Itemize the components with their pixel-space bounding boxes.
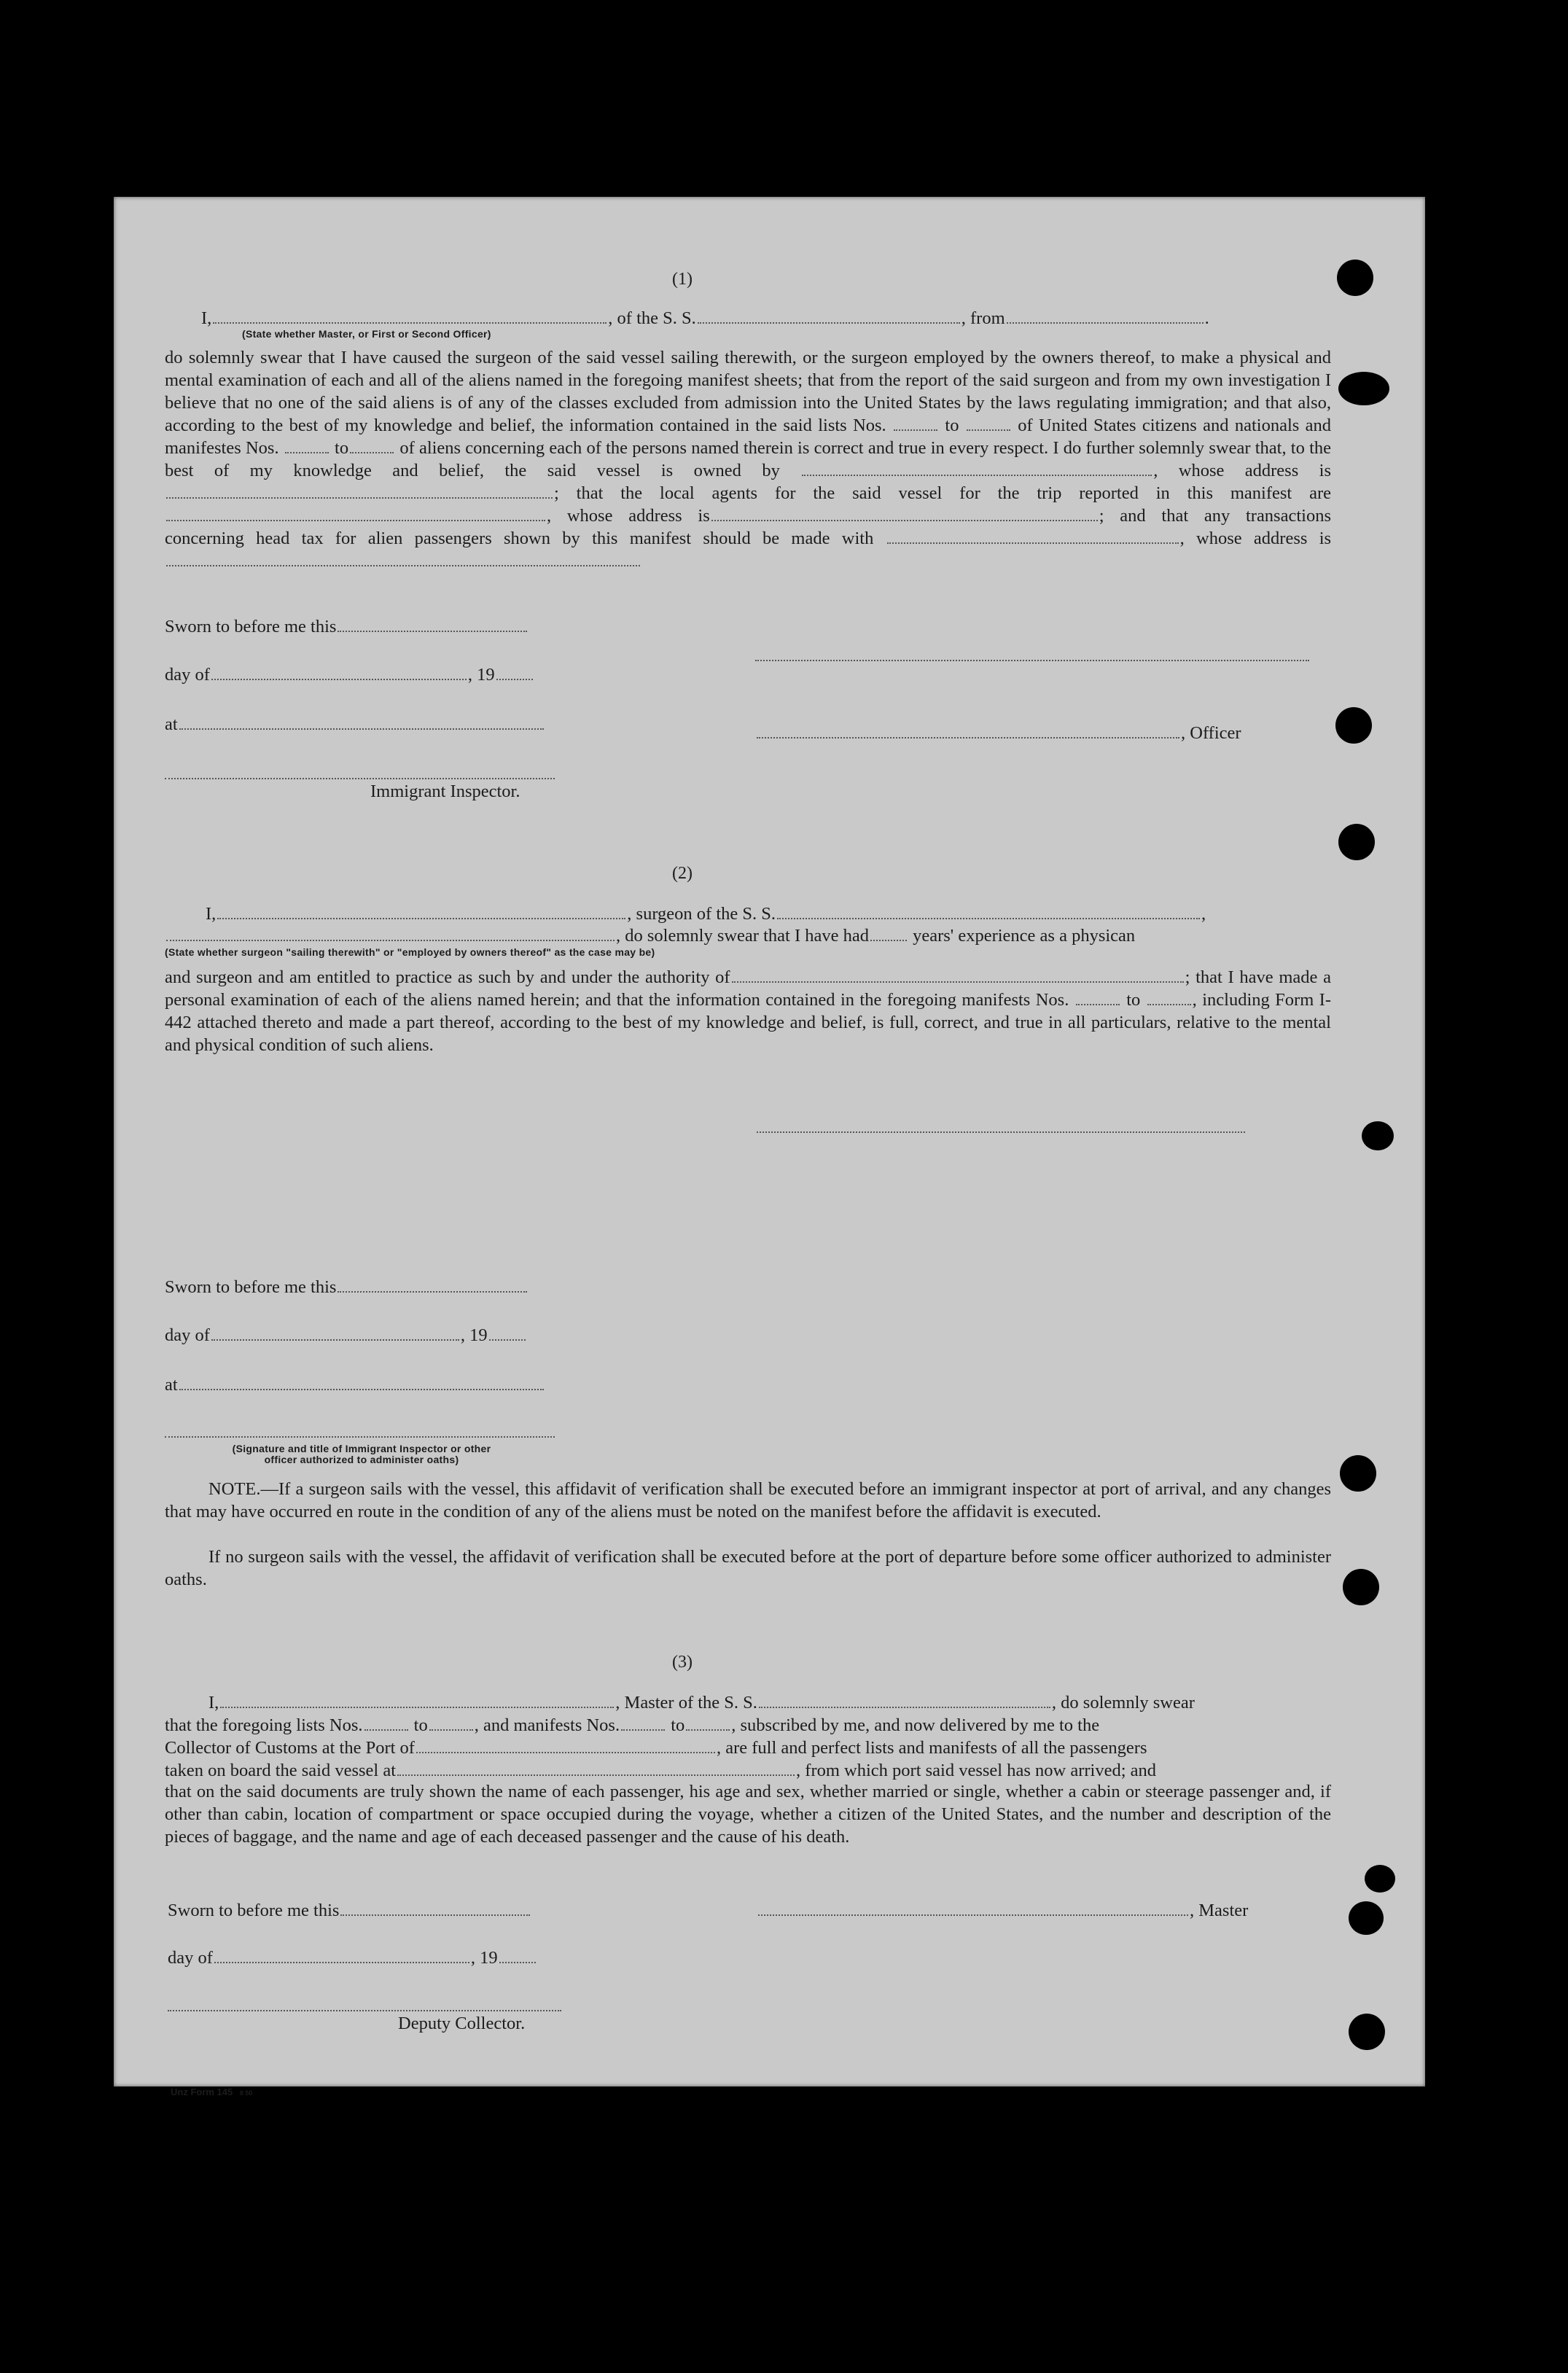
text-period: . [1204,308,1209,328]
section-1-day-line [165,665,534,685]
section-1-body [165,346,1331,572]
vessel-name-blank[interactable] [759,1707,1050,1708]
section-3-body: that on the said documents are truly shown the name of each passenger, his age and sex, whether married or single, whether a cabin or steerage passenger and, if other than cabin, location of compartment or space occupied during the voyage, whether a citizen of the United States, and the number and description of the pieces of baggage, and the name and age of each deceased passenger and the cause of his death. [165,1782,1331,1847]
section-3-third-line [165,1738,1147,1758]
master-text: , Master [1190,1901,1249,1920]
section-1-at-line [165,714,545,735]
text-i: I, [201,308,212,328]
text-of-ss: , of the S. S. [608,308,696,328]
text-full-perfect-lists: , are full and perfect lists and manifests of all the passengers [716,1738,1147,1758]
text-to: to [671,1715,685,1735]
form-footer [171,2086,252,2097]
text-do-solemnly-swear: , do solemnly swear [1051,1693,1195,1712]
inspector-signature-line[interactable] [165,778,555,779]
officer-name-blank[interactable] [213,322,606,324]
section-2-sworn-line [165,1277,528,1298]
section-2-second-line [165,926,1135,946]
text-to: to [945,416,959,435]
text-whose-address: , whose address is [547,506,710,526]
binder-hole [1340,1455,1376,1492]
text-to: to [413,1715,428,1735]
local-agents-blank[interactable] [166,520,545,521]
manifests-to-blank[interactable] [686,1729,730,1731]
lists-to-blank[interactable] [429,1729,473,1731]
text-master-of-ss: , Master of the S. S. [615,1693,757,1712]
text-from: , from [961,308,1005,328]
body-part-c: , including Form I-442 attached thereto and made a part thereof, according to the best of my knowledge and belief, is full, correct, and true in all particulars, relative to the mental and physical condition of such aliens. [165,990,1331,1055]
at-text: at [165,714,178,734]
manifest-to-blank[interactable] [1147,1004,1191,1005]
manifest-verification-form [114,197,1425,2097]
owner-blank[interactable] [802,475,1152,476]
section-3-sworn-line [168,1901,531,1921]
signature-caption-line-1: (Signature and title of Immigrant Inspector or other [232,1443,491,1454]
sworn-date-blank[interactable] [338,631,527,632]
year-blank[interactable] [496,679,533,680]
manifest-from-blank[interactable] [1076,1004,1120,1005]
text-whose-address: whose address is [1196,529,1332,548]
deputy-collector-label: Deputy Collector. [398,2014,526,2033]
lists-from-blank[interactable] [364,1729,408,1731]
text-i: I, [206,904,217,924]
binder-hole [1365,1865,1395,1893]
binder-hole [1338,372,1389,405]
master-name-blank[interactable] [220,1707,614,1708]
at-text: at [165,1375,178,1395]
section-3-day-line [168,1948,537,1968]
citizen-list-to-blank[interactable] [967,429,1010,431]
signature-caption-line-2: officer authorized to administer oaths) [264,1454,459,1465]
section-1-officer-line [755,723,1241,744]
day-of-text: day of [168,1948,213,1968]
place-blank[interactable] [179,728,544,730]
vessel-name-blank[interactable] [698,322,960,324]
section-3-opening-line [208,1693,1195,1713]
day-blank[interactable] [211,1339,459,1341]
body-part-a: do solemnly swear that I have caused the surgeon of the said vessel sailing therewith, or the surgeon employed by the owners thereof, to make a physical and mental examination of each and all of the aliens named in the foregoing manifest sheets; that from the report of the said surgeon and from my own investigation I believe that no one of the said aliens is of any of the classes excluded from admission into the United States by the laws regulating immigration; and that also, according to the best of my knowledge and belief, the information contained in the said lists Nos. [165,348,1331,435]
year-blank[interactable] [499,1962,536,1963]
from-port-blank[interactable] [1007,322,1204,324]
text-semicolon: ; [1185,967,1190,987]
binder-hole [1349,2014,1385,2050]
form-number: Unz Form 145 [171,2086,233,2097]
sworn-text: Sworn to before me this [165,1277,337,1297]
head-tax-address-blank[interactable] [166,565,640,566]
section-2-caption: (State whether surgeon "sailing therewith" or "employed by owners thereof" as the case may be) [165,946,655,958]
binder-hole [1362,1121,1394,1150]
section-2-signature-line[interactable] [757,1131,1245,1133]
port-blank[interactable] [416,1752,715,1753]
section-2-opening-line [206,904,1206,924]
inspector-signature-line[interactable] [165,1436,555,1438]
section-2-at-line [165,1375,545,1395]
section-3-master-line [757,1901,1248,1921]
section-3-fourth-line [165,1761,1156,1781]
manifests-from-blank[interactable] [621,1729,665,1731]
text-to: to [335,438,349,458]
text-surgeon-of-ss: , surgeon of the S. S. [627,904,776,924]
sworn-text: Sworn to before me this [168,1901,340,1920]
section-1-signature-line[interactable] [755,660,1309,661]
section-3-second-line [165,1715,1099,1736]
surgeon-type-blank[interactable] [166,940,615,941]
authority-blank[interactable] [732,981,1184,983]
text-to: to [1126,990,1141,1010]
year-text: , 19 [467,665,495,685]
text-whose-address: , whose address is [1153,461,1331,480]
text-do-solemnly-swear: , do solemnly swear that I have had [616,926,869,946]
section-2-body [165,966,1331,1056]
body-part-b: that I have made a personal examination of each of the aliens named herein; and that the information contained in the foregoing manifests Nos. [165,967,1332,1010]
text-subscribed: , subscribed by me, and now delivered by me to the [731,1715,1100,1735]
surgeon-name-blank[interactable] [217,918,625,919]
form-code: 8 50 [239,2089,253,2097]
section-2-day-line [165,1325,527,1346]
owner-address-blank[interactable] [166,497,553,499]
years-blank[interactable] [870,940,907,941]
alien-manifest-to-blank[interactable] [350,452,394,453]
note-paragraph-2: If no surgeon sails with the vessel, the affidavit of verification shall be executed before at the port of departure before some officer authorized to administer oaths. [165,1547,1331,1589]
binder-hole [1338,824,1375,860]
collector-signature-line[interactable] [168,2010,561,2011]
text-collector-port: Collector of Customs at the Port of [165,1738,415,1758]
day-blank[interactable] [211,679,467,680]
master-signature-blank[interactable] [758,1914,1188,1916]
section-1-opening-line [201,308,1209,329]
day-of-text: day of [165,665,210,685]
departure-port-blank[interactable] [397,1774,795,1776]
agent-address-blank[interactable] [711,520,1098,521]
sworn-date-blank[interactable] [340,1914,530,1916]
day-of-text: day of [165,1325,210,1345]
day-blank[interactable] [214,1962,469,1963]
text-comma: , [1179,529,1185,548]
place-blank[interactable] [179,1389,544,1390]
body-part-d: ; that the local agents for the said vessel for the trip reported in this manifest are [554,483,1331,503]
year-text: , 19 [460,1325,488,1345]
section-1-sworn-line [165,617,528,637]
officer-text: , Officer [1181,723,1241,743]
section-1-caption: (State whether Master, or First or Second Officer) [242,328,491,340]
text-manifests-nos: , and manifests Nos. [474,1715,620,1735]
body-part-c: of aliens concerning each of the persons named therein is correct and true in every respect. I do further solemnly swear that, to the best of my knowledge and belief, the said vessel is owned by [165,438,1331,480]
vessel-name-blank[interactable] [777,918,1200,919]
year-text: , 19 [470,1948,498,1968]
section-2-number: (2) [672,864,693,883]
sworn-date-blank[interactable] [338,1291,527,1293]
binder-hole [1349,1901,1384,1935]
binder-hole [1343,1569,1379,1605]
year-blank[interactable] [489,1339,526,1341]
citizen-list-from-blank[interactable] [894,429,937,431]
sworn-text: Sworn to before me this [165,617,337,636]
head-tax-agent-blank[interactable] [887,542,1179,544]
immigrant-inspector-label: Immigrant Inspector. [370,782,520,801]
text-lists-nos: that the foregoing lists Nos. [165,1715,363,1735]
body-part-e: ; and that any transactions concerning head tax for alien passengers shown by this manifest should be made with [165,506,1331,548]
text-years-experience: years' experience as a physican [913,926,1136,946]
section-3-number: (3) [672,1653,693,1672]
alien-manifest-from-blank[interactable] [285,452,329,453]
text-vessel-arrived: , from which port said vessel has now arrived; and [796,1761,1157,1780]
text-taken-on-board: taken on board the said vessel at [165,1761,397,1780]
note-paragraph-1: NOTE.—If a surgeon sails with the vessel, this affidavit of verification shall be executed before an immigrant inspector at port of arrival, and any changes that may have occurred en route in the condition of any of the aliens must be noted on the manifest before the affidavit is executed. [165,1479,1331,1521]
text-i: I, [208,1693,219,1712]
officer-signature-blank[interactable] [757,737,1179,739]
section-1-number: (1) [672,270,693,289]
binder-hole [1337,260,1373,296]
body-part-a: and surgeon and am entitled to practice as such by and under the authority of [165,967,730,987]
text-comma: , [1201,904,1206,924]
binder-hole [1335,707,1372,744]
body-part-b: of United States citizens and nationals and manifestes Nos. [165,416,1332,458]
